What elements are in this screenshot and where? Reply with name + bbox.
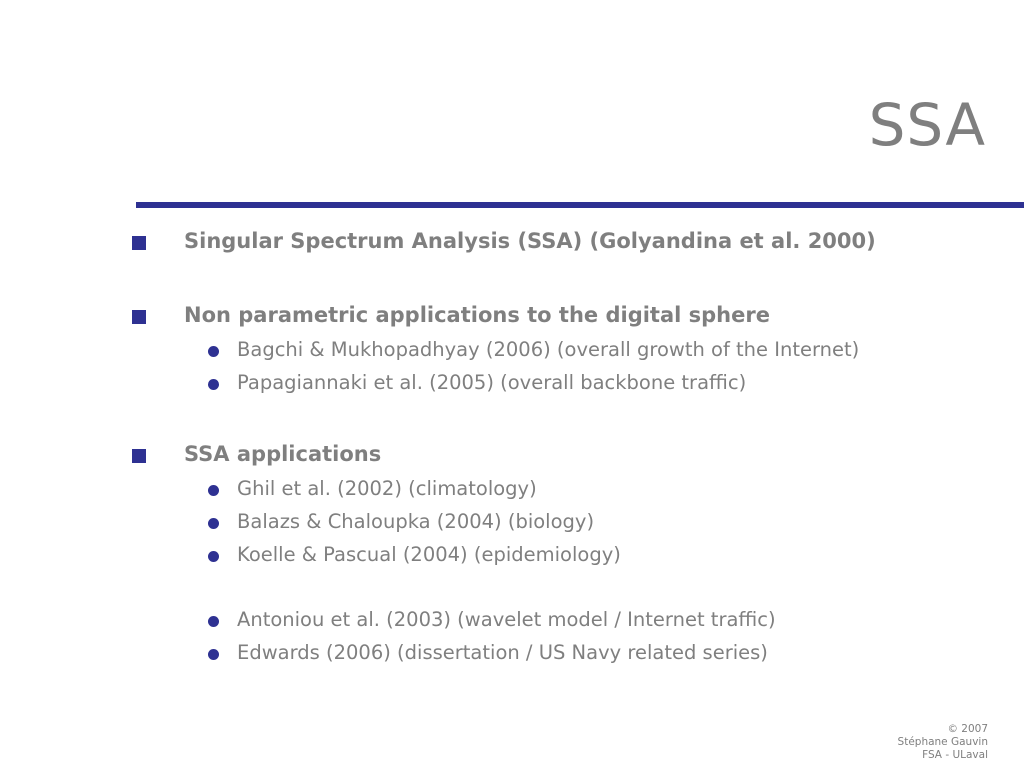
bullet-item: SSA applications <box>184 442 382 466</box>
sub-bullet-item: Edwards (2006) (dissertation / US Navy related series) <box>237 641 768 664</box>
round-bullet-icon <box>208 518 219 529</box>
round-bullet-icon <box>208 346 219 357</box>
square-bullet-icon <box>132 449 146 463</box>
sub-bullet-item: Ghil et al. (2002) (climatology) <box>237 477 537 500</box>
round-bullet-icon <box>208 379 219 390</box>
square-bullet-icon <box>132 236 146 250</box>
round-bullet-icon <box>208 485 219 496</box>
sub-bullet-item: Antoniou et al. (2003) (wavelet model / Internet traffic) <box>237 608 776 631</box>
sub-bullet-item: Balazs & Chaloupka (2004) (biology) <box>237 510 595 533</box>
sub-bullet-item: Koelle & Pascual (2004) (epidemiology) <box>237 543 621 566</box>
footer-author: Stéphane Gauvin <box>897 736 988 748</box>
copyright-footer <box>898 723 988 762</box>
bullet-item: Non parametric applications to the digital sphere <box>184 303 770 327</box>
sub-bullet-item: Bagchi & Mukhopadhyay (2006) (overall growth of the Internet) <box>237 338 860 361</box>
footer-copyright-year: © 2007 <box>947 723 988 735</box>
round-bullet-icon <box>208 616 219 627</box>
bullet-item: Singular Spectrum Analysis (SSA) (Golyandina et al. 2000) <box>184 229 876 253</box>
slide-title: SSA <box>868 91 986 159</box>
round-bullet-icon <box>208 551 219 562</box>
round-bullet-icon <box>208 649 219 660</box>
footer-affiliation: FSA - ULaval <box>922 749 988 761</box>
square-bullet-icon <box>132 310 146 324</box>
sub-bullet-item: Papagiannaki et al. (2005) (overall backbone traffic) <box>237 371 747 394</box>
